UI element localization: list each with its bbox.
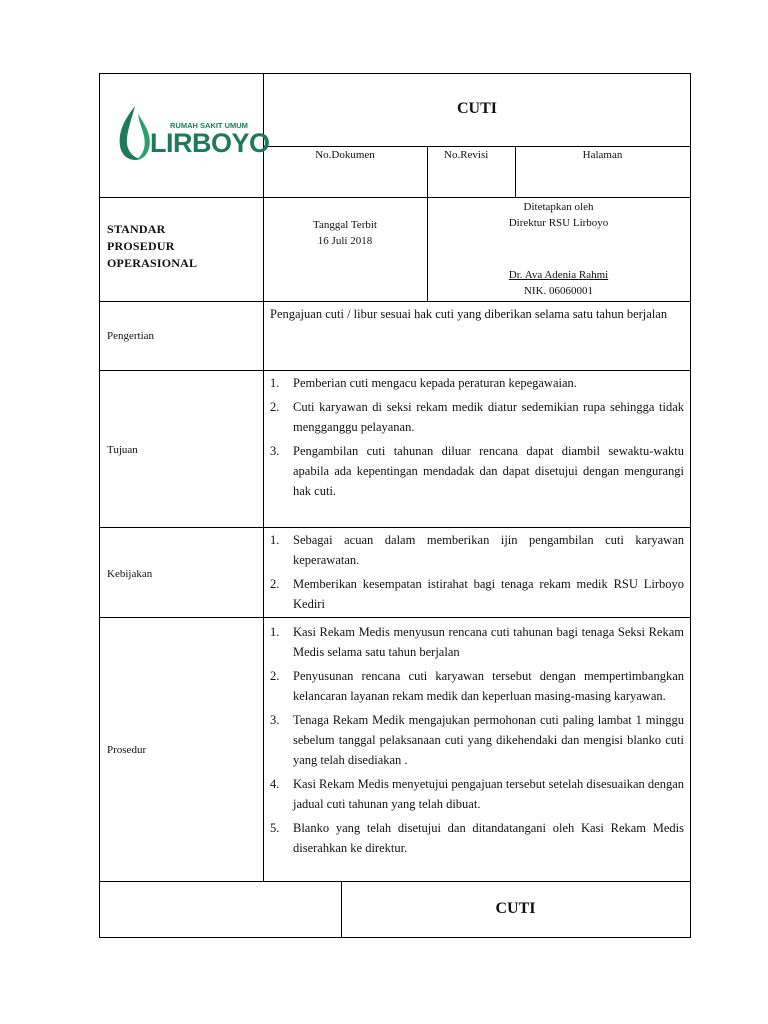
signatory-name: Dr. Ava Adenia Rahmi: [508, 269, 609, 281]
tanggal-terbit: [263, 217, 427, 249]
no-revisi-label: No.Revisi: [444, 149, 489, 161]
logo-top-text: RUMAH SAKIT UMUM: [170, 121, 248, 130]
prosedur-list: [270, 622, 684, 858]
list-item: 4. Kasi Rekam Medis menyetujui pengajuan tersebut setelah disesuaikan dengan jadual cuti tahunan yang telah dibuat.: [270, 777, 684, 811]
tanggal-terbit-label: Tanggal Terbit: [313, 219, 377, 231]
list-item: 5. Blanko yang telah disetujui dan ditandatangani oleh Kasi Rekam Medis diserahkan ke direktur.: [270, 821, 684, 855]
ditetapkan-oleh: [427, 199, 690, 231]
logo-main-text: LIRBOYO: [150, 128, 270, 158]
hospital-logo: [110, 100, 270, 170]
halaman-label: Halaman: [582, 149, 623, 161]
list-item: 3. Pengambilan cuti tahunan diluar rencana dapat diambil sewaktu-waktu apabila ada kepentingan mendadak dan dapat disetujui dengan mengurangi hak cuti.: [270, 444, 684, 498]
tanggal-terbit-value: 16 Juli 2018: [317, 235, 373, 247]
pengertian-text: Pengajuan cuti / libur sesuai hak cuti yang diberikan selama satu tahun berjalan: [270, 307, 668, 321]
signatory-nik: NIK. 06060001: [523, 285, 594, 297]
ditetapkan-line-2: Direktur RSU Lirboyo: [508, 217, 609, 229]
sop-line-1: STANDAR: [107, 222, 166, 236]
sop-line-2: PROSEDUR: [107, 239, 175, 253]
pengertian-label: Pengertian: [107, 330, 155, 342]
tujuan-list: [270, 373, 684, 501]
sop-line-3: OPERASIONAL: [107, 256, 198, 270]
footer-title: CUTI: [495, 900, 536, 917]
list-item: 2. Cuti karyawan di seksi rekam medik diatur sedemikian rupa sehingga tidak mengganggu pelayanan.: [270, 400, 684, 434]
signatory: [427, 267, 690, 299]
list-item: 1. Sebagai acuan dalam memberikan ijin pengambilan cuti karyawan keperawatan.: [270, 533, 684, 567]
list-item: 3. Tenaga Rekam Medik mengajukan permohonan cuti paling lambat 1 minggu sebelum tanggal pelaksanaan cuti yang dikehendaki dan mengisi blanko cuti yang telah disediakan .: [270, 713, 684, 767]
list-item: 2. Penyusunan rencana cuti karyawan tersebut dengan mempertimbangkan kelancaran layanan rekam medik dan keperluan masing-masing karyawan.: [270, 669, 684, 703]
no-dokumen-label: No.Dokumen: [315, 149, 375, 161]
ditetapkan-line-1: Ditetapkan oleh: [523, 201, 594, 213]
sop-heading: [107, 221, 197, 272]
prosedur-label: Prosedur: [107, 744, 147, 756]
document-title: CUTI: [456, 100, 497, 117]
tujuan-label: Tujuan: [107, 444, 138, 456]
kebijakan-list: [270, 530, 684, 614]
kebijakan-label: Kebijakan: [107, 568, 153, 580]
list-item: 2. Memberikan kesempatan istirahat bagi tenaga rekam medik RSU Lirboyo Kediri: [270, 577, 684, 611]
list-item: 1. Pemberian cuti mengacu kepada peraturan kepegawaian.: [270, 376, 577, 390]
list-item: 1. Kasi Rekam Medis menyusun rencana cuti tahunan bagi tenaga Seksi Rekam Medis selama satu tahun berjalan: [270, 625, 684, 659]
